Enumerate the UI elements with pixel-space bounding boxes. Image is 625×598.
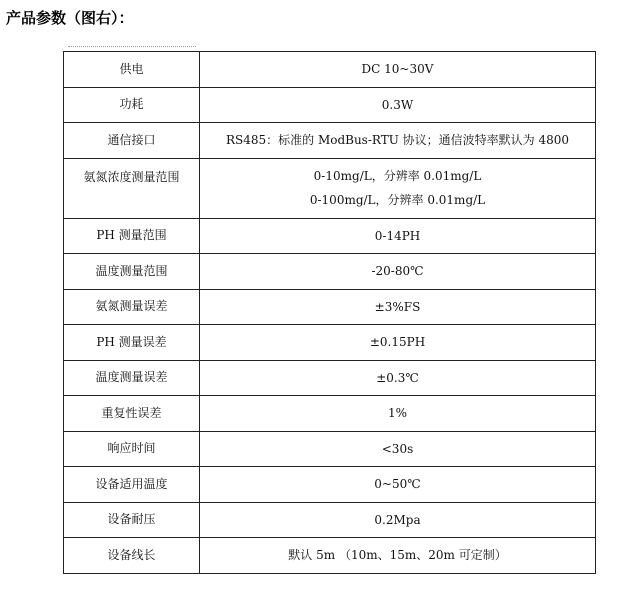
param-value [200,538,596,574]
table-row [64,325,596,361]
param-value-line: <30s [381,441,414,456]
param-value-line: 0~50℃ [374,477,421,492]
param-label: 温度测量误差 [64,360,200,396]
table-row [64,254,596,290]
table-row [64,502,596,538]
param-value-line: 0-14PH [374,228,421,243]
param-value-line: 0.2Mpa [374,512,421,527]
page-title: 产品参数（图右）： [6,9,134,27]
param-label: PH 测量误差 [64,325,200,361]
param-value [200,502,596,538]
param-label: 温度测量范围 [64,254,200,290]
param-value [200,123,596,159]
param-label: 设备适用温度 [64,467,200,503]
table-row [64,87,596,123]
param-value-line: 0-10mg/L，分辨率 0.01mg/L [313,169,482,183]
param-value-line: -20-80℃ [371,264,424,279]
param-value [200,467,596,503]
param-value [200,218,596,254]
param-label: 响应时间 [64,431,200,467]
param-value [200,87,596,123]
table-row [64,538,596,574]
table-row [64,52,596,88]
param-value-line: 默认 5m （10m、15m、20m 可定制） [288,548,507,563]
table-row [64,360,596,396]
param-value [200,396,596,432]
table-row [64,218,596,254]
param-label: 设备线长 [64,538,200,574]
param-value [200,325,596,361]
table-row [64,158,596,218]
table-row [64,467,596,503]
param-value-line: DC 10~30V [361,62,434,77]
param-label: 功耗 [64,87,200,123]
decorative-divider [68,46,196,47]
param-value-line: ±0.15PH [369,335,426,350]
param-value [200,289,596,325]
spec-table [63,51,596,574]
param-value-line: 0-100mg/L，分辨率 0.01mg/L [309,193,486,207]
param-value [200,254,596,290]
param-label: 通信接口 [64,123,200,159]
table-row [64,396,596,432]
param-value [200,431,596,467]
param-value-line: 1% [387,406,408,421]
param-value-line: ±3%FS [374,299,421,314]
table-row [64,289,596,325]
param-label: 供电 [64,52,200,88]
param-value-line: ±0.3℃ [376,370,419,385]
param-value [200,158,596,218]
param-label: 氨氮测量误差 [64,289,200,325]
table-row [64,431,596,467]
param-value-line: RS485：标准的 ModBus-RTU 协议；通信波特率默认为 4800 [225,133,570,148]
param-value [200,52,596,88]
table-row [64,123,596,159]
param-label: PH 测量范围 [64,218,200,254]
param-value-line: 0.3W [381,97,414,112]
param-label: 氨氮浓度测量范围 [64,158,200,218]
param-value [200,360,596,396]
param-label: 重复性误差 [64,396,200,432]
param-label: 设备耐压 [64,502,200,538]
